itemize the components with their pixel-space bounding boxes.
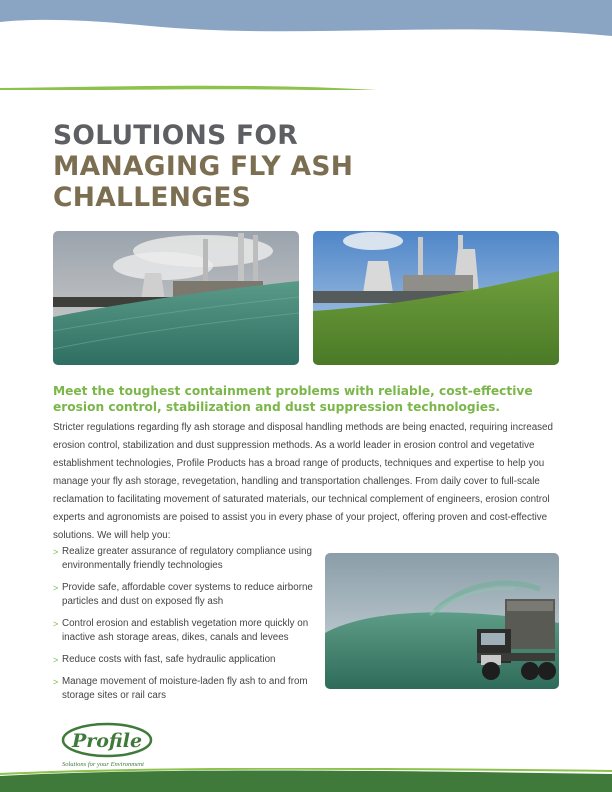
bullet-marker: > (53, 583, 59, 593)
power-plant-covered-slope-photo (53, 231, 299, 365)
title-line-2: MANAGING FLY ASH (53, 151, 354, 182)
list-item-text: Manage movement of moisture-laden fly ash to and from storage sites or rail cars (62, 676, 308, 701)
power-plant-vegetated-slope-photo (313, 231, 559, 365)
profile-logo (60, 722, 170, 772)
footer-band (0, 768, 612, 792)
hydroseeding-truck-photo (325, 553, 559, 689)
list-item (53, 675, 323, 703)
body-paragraph: Stricter regulations regarding fly ash storage and disposal handling methods are being enacted, requiring increased erosion control, stabilization and dust suppression methods. As a world leader in erosion control and vegetative establishment technologies, Profile Products has a broad range of products, techniques and expertise to help you manage your fly ash storage, revegetation, handling and transportation challenges. From daily cover to full-scale reclamation to facilitating movement of saturated materials, our technical complement of engineers, erosion control experts and agronomists are poised to assist you in every phase of your project, offering proven and cost-effective solutions. We will help you: (53, 422, 553, 541)
bullet-marker: > (53, 619, 59, 629)
logo-wordmark: Profile (71, 730, 143, 752)
bullet-marker: > (53, 547, 59, 557)
list-item (53, 581, 323, 609)
list-item (53, 617, 323, 645)
list-item (53, 653, 323, 667)
bullet-marker: > (53, 655, 59, 665)
list-item-text: Realize greater assurance of regulatory compliance using environmentally friendly technologies (62, 546, 312, 571)
page-title (53, 120, 353, 213)
benefits-list (53, 545, 323, 711)
lead-paragraph: Meet the toughest containment problems with reliable, cost-effective erosion control, stabilization and dust suppression technologies. (53, 384, 533, 414)
list-item-text: Control erosion and establish vegetation more quickly on inactive ash storage areas, dikes, canals and levees (62, 618, 309, 643)
list-item-text: Reduce costs with fast, safe hydraulic application (62, 654, 276, 665)
list-item-text: Provide safe, affordable cover systems to reduce airborne particles and dust on exposed fly ash (62, 582, 313, 607)
title-line-3: CHALLENGES (53, 182, 252, 213)
bullet-marker: > (53, 677, 59, 687)
title-line-1: SOLUTIONS FOR (53, 120, 298, 151)
header-band (0, 0, 612, 90)
logo-tagline: Solutions for your Environment (62, 761, 144, 768)
list-item (53, 545, 323, 573)
